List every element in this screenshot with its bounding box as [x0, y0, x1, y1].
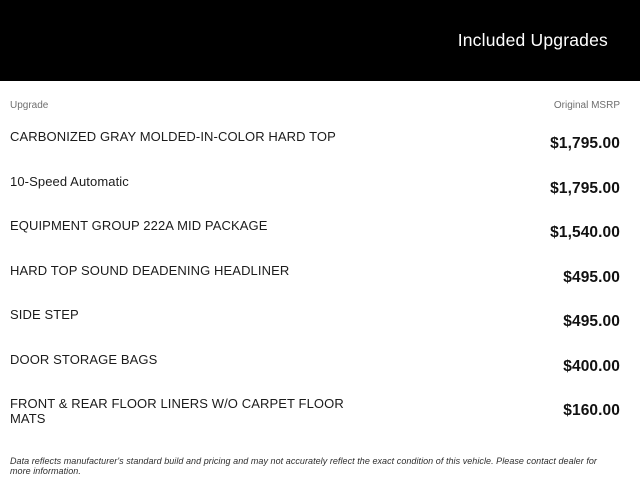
upgrade-name: SIDE STEP [10, 307, 79, 322]
disclaimer-text: Data reflects manufacturer's standard build and pricing and may not accurately reflect the exact condition of this vehicle. Please contact dealer for more information. [10, 455, 597, 476]
column-header-upgrade: Upgrade [10, 100, 49, 111]
upgrade-price: $160.00 [563, 402, 620, 420]
upgrade-name: CARBONIZED GRAY MOLDED-IN-COLOR HARD TOP [10, 129, 336, 144]
page-title: Included Upgrades [457, 30, 608, 50]
upgrade-name: DOOR STORAGE BAGS [10, 351, 158, 367]
upgrade-name: EQUIPMENT GROUP 222A MID PACKAGE [10, 218, 268, 233]
upgrade-price: $400.00 [563, 357, 620, 375]
upgrade-price: $495.00 [563, 268, 620, 286]
table-row [10, 345, 620, 390]
upgrade-price: $1,540.00 [550, 224, 620, 242]
table-row [10, 300, 620, 345]
table-row [10, 167, 620, 212]
table-row [10, 389, 620, 434]
upgrade-name: 10-Speed Automatic [10, 173, 129, 189]
upgrade-name: HARD TOP SOUND DEADENING HEADLINER [10, 262, 290, 278]
upgrade-price: $1,795.00 [550, 179, 620, 197]
table-row [10, 256, 620, 301]
header-bar [0, 0, 640, 81]
column-header-msrp: Original MSRP [553, 100, 620, 111]
upgrades-list [10, 122, 620, 434]
upgrade-price: $1,795.00 [550, 135, 620, 153]
table-row [10, 211, 620, 256]
upgrade-name: FRONT & REAR FLOOR LINERS W/O CARPET FLOOR MATS [10, 396, 344, 427]
table-row [10, 122, 620, 167]
upgrades-content [0, 100, 640, 476]
upgrade-price: $495.00 [563, 313, 620, 331]
column-header-row [10, 100, 620, 112]
